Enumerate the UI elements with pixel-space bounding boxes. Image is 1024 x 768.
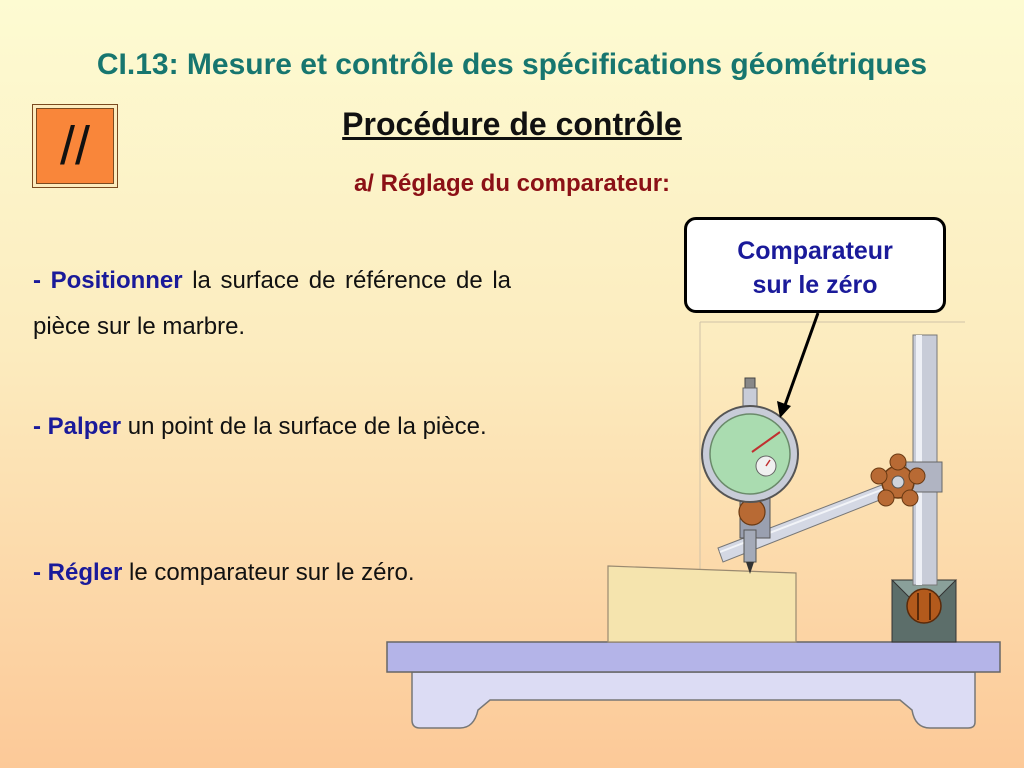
step-item: - Palper un point de la surface de la pièce. <box>33 413 487 440</box>
callout-box <box>684 217 946 313</box>
surface-plate-base <box>412 672 975 728</box>
section-subtitle: Procédure de contrôle <box>342 106 682 142</box>
parallelism-icon: // <box>36 108 114 184</box>
step-text: le comparateur sur le zéro. <box>122 559 415 586</box>
step-text: un point de la surface de la pièce. <box>121 413 487 440</box>
callout-line: sur le zéro <box>752 271 878 299</box>
slide-title: CI.13: Mesure et contrôle des spécifications géométriques <box>96 48 928 81</box>
step-item: - Régler le comparateur sur le zéro. <box>33 559 415 586</box>
step-title: a/ Réglage du comparateur: <box>353 170 671 197</box>
callout-arrow <box>784 313 818 408</box>
step-item: - Positionner la surface de référence de la pièce sur le marbre. <box>33 267 511 340</box>
step-keyword: Palper <box>47 413 122 440</box>
step-text: la surface de référence de la pièce sur le marbre. <box>33 267 511 340</box>
callout-line: Comparateur <box>737 237 893 265</box>
workpiece <box>608 566 796 642</box>
column-base-knob <box>907 589 941 623</box>
indicator-stem <box>744 530 756 562</box>
surface-plate <box>387 642 1000 672</box>
step-keyword: Positionner <box>50 267 183 294</box>
dial-face <box>710 414 790 494</box>
step-keyword: Régler <box>47 559 123 586</box>
